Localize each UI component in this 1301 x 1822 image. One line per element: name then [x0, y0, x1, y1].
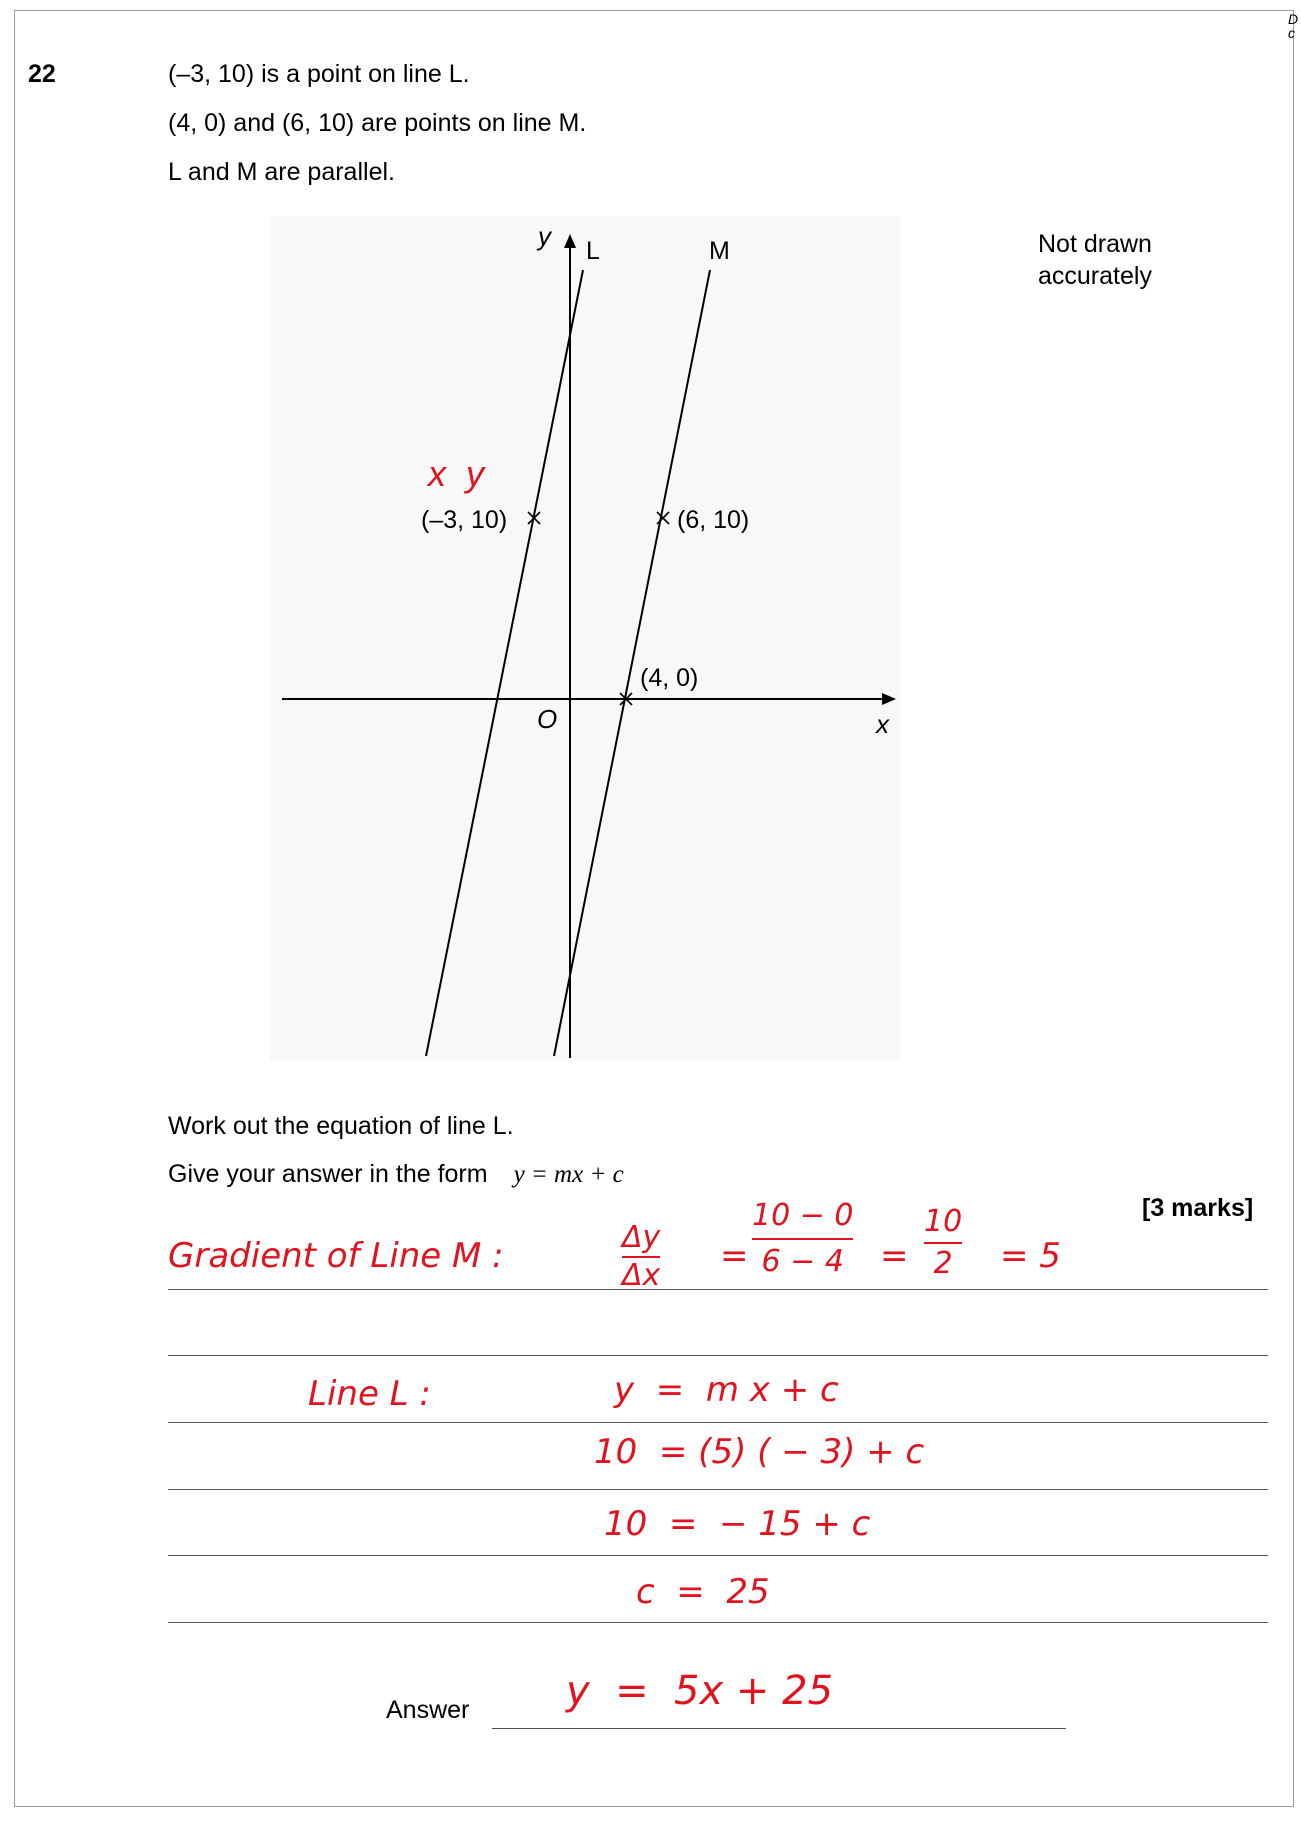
diagram-background: [270, 216, 900, 1060]
note-line-2: accurately: [1038, 262, 1152, 290]
hw-equals-2: =: [880, 1236, 909, 1276]
point-m1-label: (6, 10): [677, 506, 750, 534]
line-m-label: M: [709, 237, 730, 265]
hw-equals-1: =: [720, 1236, 749, 1276]
point-m0-label: (4, 0): [640, 664, 699, 692]
hw-answer: y = 5x + 25: [566, 1668, 834, 1714]
hw-gradient-intro: Gradient of Line M :: [168, 1236, 504, 1276]
instruction-2: [168, 1160, 624, 1189]
origin-label: O: [537, 704, 558, 734]
hw-denominator-2: 2: [924, 1242, 962, 1284]
hw-gradient-result: = 5: [1000, 1236, 1061, 1276]
hw-fraction-values: [752, 1194, 853, 1284]
hw-step-4: c = 25: [636, 1572, 770, 1612]
ruled-line: [168, 1422, 1268, 1423]
hw-denominator-1: 6 − 4: [752, 1238, 853, 1284]
marks: [3 marks]: [1142, 1194, 1254, 1222]
hw-fraction-simplified: [924, 1202, 962, 1284]
hw-numerator-1: 10 − 0: [752, 1198, 854, 1233]
ruled-line: [168, 1622, 1268, 1623]
question-line-3: L and M are parallel.: [168, 158, 395, 186]
hw-step-3: 10 = − 15 + c: [604, 1504, 871, 1544]
hw-step-2: 10 = (5) ( − 3) + c: [594, 1432, 925, 1472]
y-axis-label: y: [538, 221, 551, 251]
ruled-line: [168, 1489, 1268, 1490]
point-l-label: (–3, 10): [421, 506, 508, 534]
margin-text: D c: [1288, 11, 1299, 41]
hw-dx: Δx: [622, 1258, 661, 1293]
note-line-1: Not drawn: [1038, 230, 1152, 258]
ruled-line: [168, 1355, 1268, 1356]
ruled-line: [168, 1555, 1268, 1556]
answer-label: Answer: [386, 1696, 470, 1724]
hw-dy: Δy: [622, 1220, 661, 1255]
answer-form: y = mx + c: [513, 1161, 624, 1188]
question-number: 22: [28, 60, 56, 88]
question-line-2: (4, 0) and (6, 10) are points on line M.: [168, 109, 587, 137]
line-l-label: L: [586, 237, 600, 265]
hw-numerator-2: 10: [924, 1204, 963, 1239]
hw-fraction-dy-dx: [622, 1220, 660, 1294]
handwritten-xy-annotation: x y: [428, 453, 485, 494]
answer-line: [492, 1728, 1066, 1729]
question-line-1: (–3, 10) is a point on line L.: [168, 60, 470, 88]
x-axis-label: x: [876, 709, 889, 739]
hw-line-l-intro: Line L :: [308, 1374, 431, 1414]
instruction-2-text: Give your answer in the form: [168, 1160, 488, 1188]
instruction-1: Work out the equation of line L.: [168, 1112, 514, 1140]
ruled-line: [168, 1289, 1268, 1290]
hw-step-1: y = m x + c: [614, 1370, 839, 1410]
